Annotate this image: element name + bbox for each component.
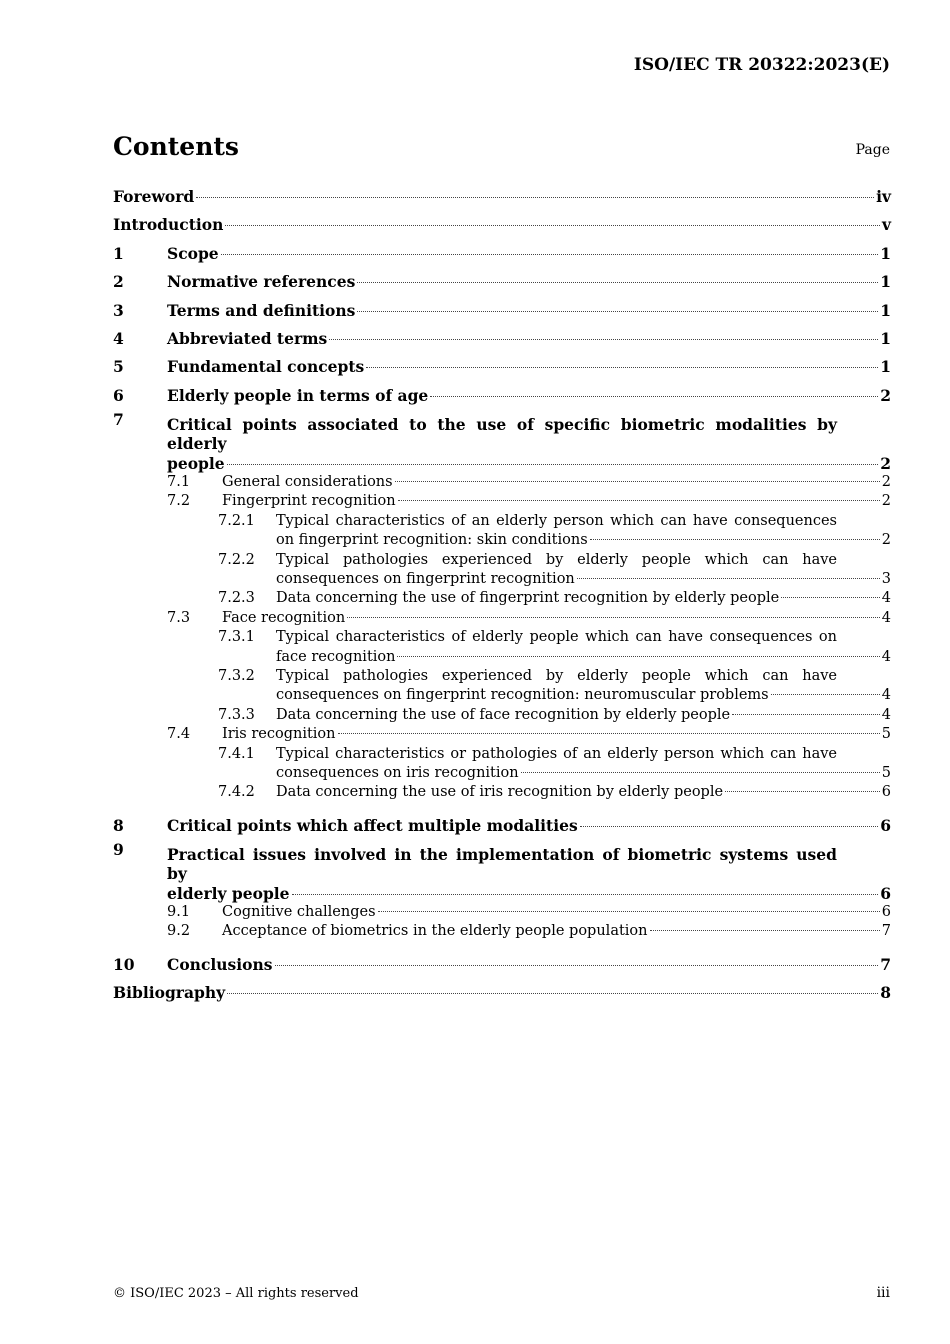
toc-entry-title: Data concerning the use of face recognition by elderly people bbox=[276, 706, 731, 723]
toc-entry[interactable] bbox=[113, 628, 891, 667]
toc-entry-page: 2 bbox=[880, 385, 891, 405]
toc-entry-page: 2 bbox=[881, 473, 891, 490]
toc-entry-page: 7 bbox=[880, 954, 891, 974]
toc-entry-page: v bbox=[881, 215, 891, 235]
toc-entry[interactable] bbox=[113, 211, 891, 239]
document-id: ISO/IEC TR 20322:2023(E) bbox=[633, 55, 890, 75]
toc-entry-title: Critical points which affect multiple modalities bbox=[167, 815, 578, 835]
toc-entry-page: 6 bbox=[881, 784, 891, 801]
dot-leader bbox=[771, 694, 880, 695]
toc-entry-title: Introduction bbox=[113, 215, 224, 235]
toc-entry-title: Fingerprint recognition bbox=[222, 493, 396, 510]
toc-entry-title: consequences on fingerprint recognition: neuromuscular problems bbox=[276, 687, 769, 704]
toc-entry-page: 4 bbox=[881, 590, 891, 607]
toc-entry[interactable] bbox=[113, 492, 891, 511]
table-of-contents bbox=[113, 183, 891, 1008]
toc-entry-page: 4 bbox=[881, 609, 891, 626]
toc-entry-number: 9.1 bbox=[167, 904, 191, 920]
dot-leader bbox=[725, 791, 880, 792]
toc-entry-title: Abbreviated terms bbox=[167, 329, 328, 349]
toc-entry-number: 6 bbox=[113, 385, 124, 405]
toc-entry[interactable] bbox=[113, 551, 891, 590]
toc-entry-number: 7.3 bbox=[167, 609, 191, 626]
dot-leader bbox=[430, 396, 878, 397]
toc-entry-title-line: Typical characteristics of an elderly person which can have consequences bbox=[276, 512, 837, 529]
toc-entry-page: 6 bbox=[880, 883, 891, 903]
toc-entry[interactable] bbox=[113, 725, 891, 744]
toc-entry-number: 7.2.3 bbox=[218, 590, 255, 607]
toc-entry-page: 5 bbox=[881, 726, 891, 743]
toc-entry-title: Terms and definitions bbox=[167, 300, 356, 320]
toc-entry-page: 6 bbox=[881, 904, 891, 920]
toc-entry-title-line: Typical characteristics of elderly people which can have consequences on bbox=[276, 629, 837, 646]
dot-leader bbox=[357, 282, 878, 283]
toc-entry[interactable] bbox=[113, 410, 891, 473]
dot-leader bbox=[275, 965, 879, 966]
toc-entry-title: Face recognition bbox=[222, 609, 346, 626]
toc-entry-title: elderly people bbox=[167, 883, 290, 903]
toc-entry[interactable] bbox=[113, 382, 891, 410]
dot-leader bbox=[397, 656, 879, 657]
toc-entry-number: 5 bbox=[113, 357, 124, 377]
toc-entry[interactable] bbox=[113, 268, 891, 296]
toc-entry-number: 4 bbox=[113, 329, 124, 349]
toc-entry-page: 1 bbox=[880, 272, 891, 292]
toc-entry-number: 7.1 bbox=[167, 473, 191, 490]
toc-entry[interactable] bbox=[113, 840, 891, 903]
dot-leader bbox=[378, 911, 880, 912]
toc-entry-page: 1 bbox=[880, 243, 891, 263]
dot-leader bbox=[398, 500, 880, 501]
toc-entry-page: 4 bbox=[881, 687, 891, 704]
toc-entry-title-line: Typical pathologies experienced by elderly people which can have bbox=[276, 551, 837, 568]
toc-entry-page: 1 bbox=[880, 357, 891, 377]
dot-leader bbox=[227, 993, 878, 994]
toc-entry-page: 1 bbox=[880, 300, 891, 320]
dot-leader bbox=[329, 339, 878, 340]
toc-entry-title: Iris recognition bbox=[222, 726, 336, 743]
toc-entry-title: consequences on iris recognition bbox=[276, 765, 519, 782]
toc-entry-page: 1 bbox=[880, 329, 891, 349]
toc-entry-title-line: Typical characteristics or pathologies of an elderly person which can have bbox=[276, 745, 837, 762]
dot-leader bbox=[292, 894, 879, 895]
dot-leader bbox=[580, 826, 879, 827]
dot-leader bbox=[577, 578, 880, 579]
toc-entry-title: Elderly people in terms of age bbox=[167, 385, 429, 405]
toc-entry[interactable] bbox=[113, 745, 891, 784]
toc-entry-page: 2 bbox=[880, 453, 891, 473]
toc-entry-title: face recognition bbox=[276, 648, 396, 665]
toc-entry-page: iv bbox=[876, 187, 891, 206]
toc-entry-page: 5 bbox=[881, 765, 891, 782]
dot-leader bbox=[366, 367, 878, 368]
toc-entry-number: 7 bbox=[113, 410, 124, 430]
toc-entry[interactable] bbox=[113, 667, 891, 706]
dot-leader bbox=[521, 772, 880, 773]
toc-entry-page: 8 bbox=[880, 983, 891, 1003]
toc-entry[interactable] bbox=[113, 609, 891, 628]
toc-entry-number: 7.2.1 bbox=[218, 512, 255, 529]
toc-entry[interactable] bbox=[113, 240, 891, 268]
toc-entry-title: consequences on fingerprint recognition bbox=[276, 571, 575, 587]
toc-entry[interactable] bbox=[113, 589, 891, 608]
toc-entry[interactable] bbox=[113, 183, 891, 211]
toc-entry-number: 8 bbox=[113, 815, 124, 835]
page-column-label: Page bbox=[855, 142, 890, 158]
toc-entry-number: 7.4.1 bbox=[218, 745, 255, 762]
toc-entry-number: 2 bbox=[113, 272, 124, 292]
toc-entry-title: Data concerning the use of fingerprint recognition by elderly people bbox=[276, 590, 780, 607]
dot-leader bbox=[590, 539, 880, 540]
copyright-notice: © ISO/IEC 2023 – All rights reserved bbox=[113, 1286, 359, 1301]
dot-leader bbox=[338, 733, 880, 734]
dot-leader bbox=[781, 597, 880, 598]
toc-entry-page: 2 bbox=[881, 493, 891, 510]
toc-entry-title: Normative references bbox=[167, 272, 356, 292]
toc-entry-number: 7.3.3 bbox=[218, 706, 255, 723]
dot-leader bbox=[196, 197, 874, 198]
toc-entry[interactable] bbox=[113, 812, 891, 840]
toc-entry-number: 9 bbox=[113, 840, 124, 860]
dot-leader bbox=[347, 617, 880, 618]
toc-entry-page: 3 bbox=[881, 571, 891, 587]
toc-entry-title-line: Typical pathologies experienced by elderly people which can have bbox=[276, 668, 837, 685]
toc-entry-number: 9.2 bbox=[167, 923, 191, 940]
toc-entry-title: Acceptance of biometrics in the elderly people population bbox=[222, 923, 648, 940]
toc-entry-page: 7 bbox=[881, 923, 891, 940]
page-number: iii bbox=[876, 1285, 890, 1301]
toc-entry-number: 7.3.2 bbox=[218, 668, 255, 685]
toc-entry-page: 6 bbox=[880, 815, 891, 835]
toc-entry-page: 4 bbox=[881, 706, 891, 723]
toc-entry-title: Data concerning the use of iris recognition by elderly people bbox=[276, 784, 724, 801]
toc-entry-number: 7.4 bbox=[167, 726, 191, 743]
toc-entry[interactable] bbox=[113, 353, 891, 381]
page-title: Contents bbox=[113, 132, 240, 161]
toc-entry-title: on fingerprint recognition: skin conditions bbox=[276, 532, 588, 549]
toc-entry[interactable] bbox=[113, 325, 891, 353]
toc-entry-number: 3 bbox=[113, 300, 124, 320]
toc-entry-title: Conclusions bbox=[167, 954, 273, 974]
toc-entry-title: Foreword bbox=[113, 187, 195, 206]
dot-leader bbox=[732, 714, 880, 715]
toc-entry-title: Fundamental concepts bbox=[167, 357, 365, 377]
toc-entry-number: 1 bbox=[113, 243, 124, 263]
toc-entry[interactable] bbox=[113, 922, 891, 941]
toc-entry-title: Bibliography bbox=[113, 983, 226, 1003]
toc-entry-page: 4 bbox=[881, 648, 891, 665]
dot-leader bbox=[227, 464, 879, 465]
toc-entry[interactable] bbox=[113, 297, 891, 325]
toc-entry-number: 10 bbox=[113, 954, 135, 974]
toc-entry-number: 7.4.2 bbox=[218, 784, 255, 801]
dot-leader bbox=[221, 254, 879, 255]
toc-entry[interactable] bbox=[113, 903, 891, 922]
dot-leader bbox=[395, 481, 880, 482]
dot-leader bbox=[225, 225, 880, 226]
toc-entry-number: 7.3.1 bbox=[218, 629, 255, 646]
toc-entry[interactable] bbox=[113, 783, 891, 802]
dot-leader bbox=[357, 311, 878, 312]
toc-entry-title: Cognitive challenges bbox=[222, 904, 376, 920]
toc-entry-title: Scope bbox=[167, 243, 219, 263]
toc-entry-page: 2 bbox=[881, 532, 891, 549]
toc-entry[interactable] bbox=[113, 473, 891, 492]
toc-entry[interactable] bbox=[113, 951, 891, 979]
toc-entry[interactable] bbox=[113, 706, 891, 725]
toc-entry[interactable] bbox=[113, 979, 891, 1007]
toc-entry-title: people bbox=[167, 453, 225, 473]
toc-entry-number: 7.2.2 bbox=[218, 551, 255, 568]
toc-entry-title-line: Practical issues involved in the implementation of biometric systems used by bbox=[167, 844, 837, 884]
toc-entry-number: 7.2 bbox=[167, 493, 191, 510]
toc-entry-title: General considerations bbox=[222, 473, 393, 490]
toc-entry-title-line: Critical points associated to the use of specific biometric modalities by elderly bbox=[167, 414, 837, 454]
toc-entry[interactable] bbox=[113, 512, 891, 551]
dot-leader bbox=[650, 930, 880, 931]
